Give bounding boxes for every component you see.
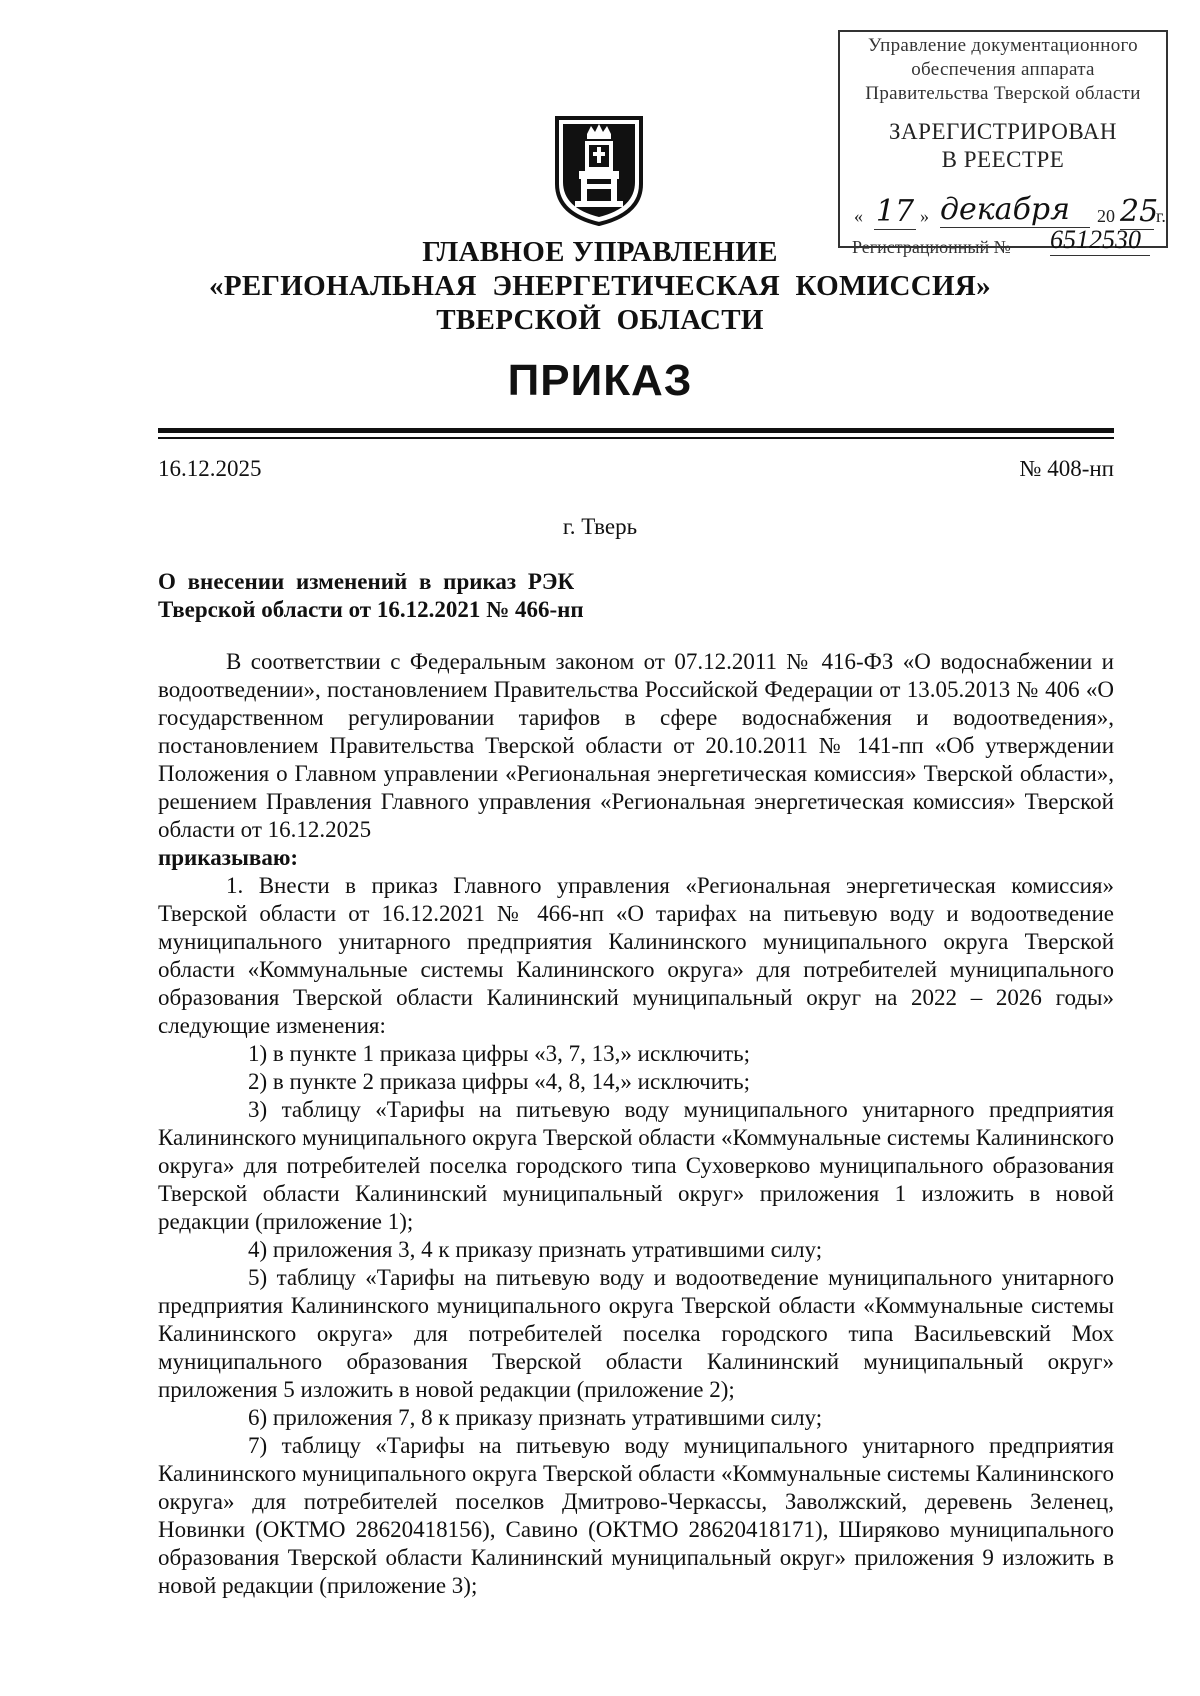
stamp-year-prefix: 20	[1097, 206, 1115, 226]
org-name-line: ТВЕРСКОЙ ОБЛАСТИ	[436, 304, 764, 336]
subitem-paragraph: 1) в пункте 1 приказа цифры «3, 7, 13,» исключить;	[248, 1041, 750, 1066]
document-city: г. Тверь	[562, 514, 638, 539]
stamp-org-line: Управление документационного	[868, 35, 1138, 56]
stamp-status-line: В РЕЕСТРЕ	[941, 147, 1065, 172]
stamp-month: декабря	[940, 192, 1090, 228]
stamp-status	[840, 118, 1166, 174]
subitem-paragraph: 3) таблицу «Тарифы на питьевую воду муниципального унитарного предприятия Калининского муниципального округа Тверской области «Коммунальные системы Калининского округа» для потребителей поселка городского типа Суховерково муниципального образования Тверской области Калининский муниципальный округ» приложения 1 изложить в новой редакции (приложение 1);	[158, 1097, 1114, 1234]
stamp-quote-open: «	[854, 206, 863, 226]
stamp-day: 17	[875, 194, 915, 229]
item-paragraph: 1. Внести в приказ Главного управления «Региональная энергетическая комиссия» Тверской области от 16.12.2021 № 466-нп «О тарифах на питьевую воду и водоотведение муниципального унитарного предприятия Калининского муниципального округа Тверской области «Коммунальные системы Калининского округа» для потребителей муниципального образования Тверской области Калининский муниципальный округ на 2022 – 2026 годы» следующие изменения:	[158, 873, 1114, 1038]
org-name-line: «РЕГИОНАЛЬНАЯ ЭНЕРГЕТИЧЕСКАЯ КОМИССИЯ»	[209, 270, 991, 302]
document-date: 16.12.2025	[158, 456, 262, 481]
stamp-status-line: ЗАРЕГИСТРИРОВАН	[889, 119, 1117, 144]
org-name-line: ГЛАВНОЕ УПРАВЛЕНИЕ	[422, 236, 778, 268]
subitem-paragraph: 4) приложения 3, 4 к приказу признать утратившими силу;	[248, 1237, 823, 1262]
stamp-reg-number: 6512530	[1050, 225, 1150, 256]
subitem-paragraph: 6) приложения 7, 8 к приказу признать утратившими силу;	[248, 1405, 823, 1430]
registration-stamp	[838, 30, 1168, 257]
stamp-reg-label: Регистрационный №	[852, 237, 1011, 257]
preamble-paragraph: В соответствии с Федеральным законом от 07.12.2011 № 416-ФЗ «О водоснабжении и водоотведении», постановлением Правительства Российской Федерации от 13.05.2013 № 406 «О государственном регулировании тарифов в сфере водоснабжения и водоотведения», постановлением Правительства Тверской области от 20.10.2011 № 141-пп «Об утверждении Положения о Главном управлении «Региональная энергетическая комиссия» Тверской области», решением Правления Главного управления «Региональная энергетическая комиссия» Тверской области от 16.12.2025	[158, 649, 1114, 842]
order-word: приказываю:	[158, 845, 299, 870]
stamp-year-suffix: 25	[1120, 194, 1159, 229]
subject-line: О внесении изменений в приказ РЭК	[158, 569, 575, 594]
document-subject	[158, 568, 718, 624]
subitem-paragraph: 2) в пункте 2 приказа цифры «4, 8, 14,» исключить;	[248, 1069, 750, 1094]
document-type-title: ПРИКАЗ	[507, 356, 693, 405]
stamp-org-line: Правительства Тверской области	[865, 83, 1141, 104]
document-number: № 408-нп	[1019, 456, 1114, 481]
document-body	[158, 648, 1114, 1600]
stamp-quote-close: »	[920, 206, 929, 226]
stamp-org-name	[840, 34, 1166, 106]
stamp-org-line: обеспечения аппарата	[911, 59, 1095, 80]
subitem-paragraph: 5) таблицу «Тарифы на питьевую воду и водоотведение муниципального унитарного предприятия Калининского муниципального округа Тверской области «Коммунальные системы Калининского округа» для потребителей поселка городского типа Васильевский Мох муниципального образования Тверской области Калининский муниципальный округ» приложения 5 изложить в новой редакции (приложение 2);	[158, 1265, 1114, 1402]
subitem-paragraph: 7) таблицу «Тарифы на питьевую воду муниципального унитарного предприятия Калининского муниципального округа Тверской области «Коммунальные системы Калининского округа» для потребителей поселков Дмитрово-Черкассы, Заволжский, деревень Зеленец, Новинки (ОКТМО 28620418156), Савино (ОКТМО 28620418171), Ширяково муниципального образования Тверской области Калининский муниципальный округ» приложения 9 изложить в новой редакции (приложение 3);	[158, 1433, 1114, 1598]
subject-line: Тверской области от 16.12.2021 № 466-нп	[158, 597, 584, 622]
header-divider	[158, 428, 1114, 433]
header-divider-thin	[158, 437, 1114, 439]
stamp-year-unit: г.	[1156, 206, 1166, 226]
tver-coat-of-arms-icon	[553, 114, 645, 228]
